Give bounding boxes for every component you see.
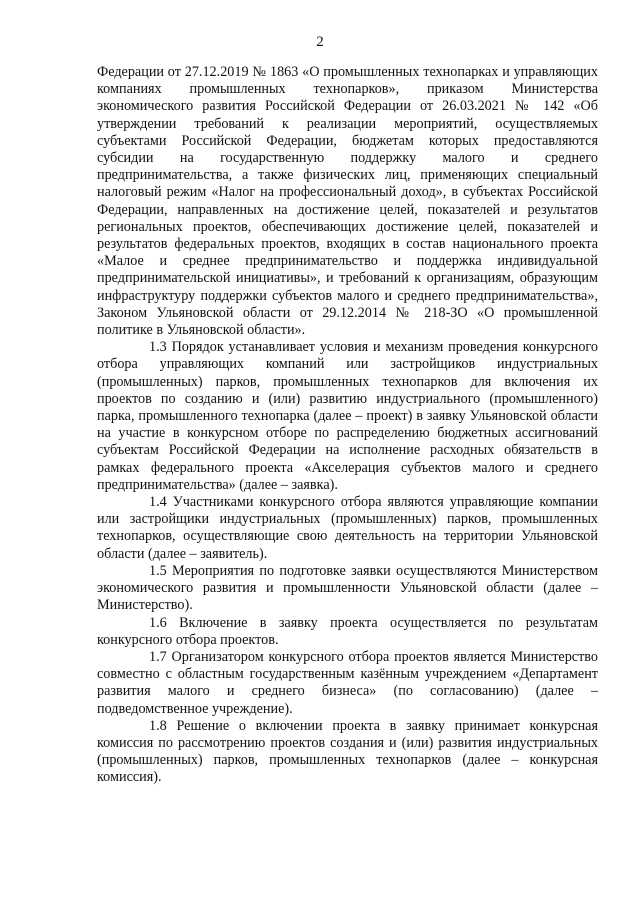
- paragraph-1-7: 1.7 Организатором конкурсного отбора проектов является Министерство совместно с областным государственным казённым учреждением «Департамент развития малого и среднего бизнеса» (по согласованию) (далее – подведомственное учреждение).: [97, 648, 598, 717]
- paragraph-1-3: 1.3 Порядок устанавливает условия и механизм проведения конкурсного отбора управляющих компаний или застройщиков индустриальных (промышленных) парков, промышленных технопарков для включения их проектов по созданию и (или) развитию индустриального (промышленного) парка, промышленного технопарка (далее – проект) в заявку Ульяновской области на участие в конкурсном отборе по распределению бюджетных ассигнований субъектам Российской Федерации на исполнение расходных обязательств в рамках федерального проекта «Акселерация субъектов малого и среднего предпринимательства» (далее – заявка).: [97, 339, 598, 493]
- paragraph-continuation: Федерации от 27.12.2019 № 1863 «О промышленных технопарках и управляющих компаниях промышленных технопарков», приказом Министерства экономического развития Российской Федерации от 26.03.2021 № 142 «Об утверждении требований к реализации мероприятий, осуществляемых субъектами Российской Федерации, бюджетам которых предоставляются субсидии на государственную поддержку малого и среднего предпринимательства, а также физических лиц, применяющих специальный налоговый режим «Налог на профессиональный доход», в субъектах Российской Федерации, направленных на достижение целей, показателей и результатов региональных проектов, обеспечивающих достижение целей, показателей и результатов федеральных проектов, входящих в состав национального проекта «Малое и среднее предпринимательство и поддержка индивидуальной предпринимательской инициативы», и требований к организациям, образующим инфраструктуру поддержки субъектов малого и среднего предпринимательства», Законом Ульяновской области от 29.12.2014 № 218-ЗО «О промышленной политике в Ульяновской области».: [97, 64, 598, 339]
- paragraph-1-8: 1.8 Решение о включении проекта в заявку принимает конкурсная комиссия по рассмотрению проектов создания и (или) развития индустриальных (промышленных) парков, промышленных технопарков (далее – конкурсная комиссия).: [97, 717, 598, 786]
- paragraph-1-6: 1.6 Включение в заявку проекта осуществляется по результатам конкурсного отбора проектов.: [97, 614, 598, 648]
- page-number: 2: [316, 34, 324, 50]
- body-text: [97, 64, 598, 787]
- paragraph-1-5: 1.5 Мероприятия по подготовке заявки осуществляются Министерством экономического развития и промышленности Ульяновской области (далее – Министерство).: [97, 562, 598, 614]
- paragraph-1-4: 1.4 Участниками конкурсного отбора являются управляющие компании или застройщики индустриальных (промышленных) парков, промышленных технопарков, осуществляющие свою деятельность на территории Ульяновской области (далее – заявитель).: [97, 494, 598, 562]
